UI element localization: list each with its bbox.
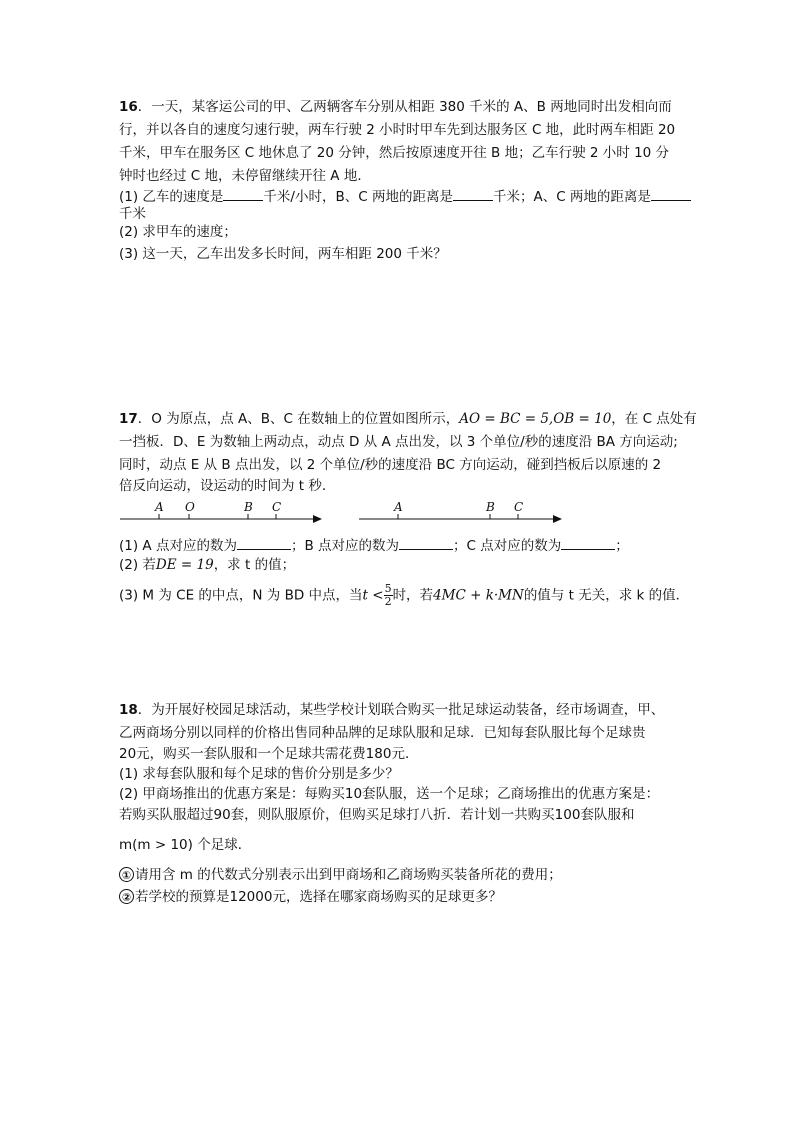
q17-line-4: 倍反向运动，设运动的时间为 t 秒． (119, 478, 336, 494)
q16-part-1 (119, 186, 691, 207)
q18-number: 18 (119, 702, 138, 718)
q16-p1-text-b: 千米/小时，B、C 两地的距离是 (263, 189, 453, 205)
q17-p3-text-c: 的值与 t 无关，求 k 的值． (523, 587, 690, 604)
q18-text-1: ．为开展好校园足球活动，某些学校计划联合购买一批足球运动装备，经市场调查，甲、 (137, 702, 665, 718)
q17-part-3 (119, 583, 689, 608)
answer-blank[interactable] (651, 186, 691, 201)
q17-line-3: 同时，动点 E 从 B 点出发，以 2 个单位/秒的速度沿 BC 方向运动，碰到挡板后以原速的 2 (119, 457, 662, 473)
q16-number: 16 (119, 99, 138, 115)
q16-text-1: ．一天，某客运公司的甲、乙两辆客车分别从相距 380 千米的 A、B 两地同时出发相向而 (137, 99, 672, 115)
q16-part-2: (2) 求甲车的速度； (119, 224, 237, 240)
q17-p2-text-a: (2) 若 (119, 557, 156, 573)
q17-number: 17 (119, 411, 138, 427)
q18-part-2-line-3: m(m > 10) 个足球． (119, 837, 252, 853)
q17-part-2 (119, 555, 295, 575)
number-line-2 (359, 500, 562, 523)
q17-line-1 (119, 409, 697, 429)
q17-p1-text-b: ；B 点对应的数为 (290, 538, 400, 554)
q17-p3-t: t < (362, 587, 384, 604)
q16-part-1-unit: 千米 (119, 206, 146, 222)
circled-number-one-icon: ① (119, 867, 134, 882)
q17-p1-text-d: ； (615, 538, 629, 554)
q17-p3-math: 4MC + k·MN (433, 587, 524, 604)
number-line-1 (120, 500, 322, 523)
q16-line-1 (119, 97, 672, 117)
q17-p2-math: DE = 19 (155, 557, 214, 573)
q16-line-2: 行，并以各自的速度匀速行驶，两车行驶 2 小时时甲车先到达服务区 C 地，此时两车相距 20 (119, 122, 676, 138)
q17-math-1: AO = BC = 5,OB = 10 (459, 411, 612, 427)
axis1-label-b: B (244, 500, 253, 514)
q18-sub-1 (119, 865, 562, 885)
answer-blank[interactable] (453, 186, 493, 201)
q18-part-1: (1) 求每套队服和每个足球的售价分别是多少？ (119, 766, 399, 782)
answer-blank[interactable] (223, 186, 263, 201)
q18-line-2: 乙两商场分别以同样的价格出售同种品牌的足球队服和足球．已知每套队服比每个足球贵 (119, 725, 646, 741)
fraction-denominator: 2 (384, 595, 392, 608)
axis1-label-c: C (272, 500, 282, 514)
answer-blank[interactable] (399, 535, 453, 550)
q16-p1-text-a: (1) 乙车的速度是 (119, 189, 224, 205)
fraction-numerator: 5 (384, 582, 392, 595)
q17-part-1 (119, 535, 629, 556)
q18-sub-2 (119, 887, 502, 907)
q18-line-1 (119, 700, 664, 720)
q16-line-3: 千米，甲车在服务区 C 地休息了 20 分钟，然后按原速度开往 B 地；乙车行驶 2 小时 10 分 (119, 145, 670, 161)
axis1-label-a: A (155, 500, 164, 514)
q17-p1-text-a: (1) A 点对应的数为 (119, 538, 237, 554)
answer-blank[interactable] (237, 535, 291, 550)
q18-part-2-line-2: 若购买队服超过90套，则队服原价，但购买足球打八折．若计划一共购买100套队服和 (119, 807, 635, 823)
axis2-label-b: B (486, 500, 495, 514)
axis1-label-o: O (185, 500, 195, 514)
q18-line-3: 20元，购买一套队服和一个足球共需花费180元． (119, 746, 419, 762)
q18-sub2-text: 若学校的预算是12000元，选择在哪家商场购买的足球更多？ (135, 889, 502, 905)
q17-text-1b: ，在 C 点处有 (611, 411, 697, 427)
q18-sub1-text: 请用含 m 的代数式分别表示出到甲商场和乙商场购买装备所花的费用； (135, 867, 562, 883)
fraction-five-halves (384, 583, 393, 608)
q16-part-3: (3) 这一天，乙车出发多长时间，两车相距 200 千米？ (119, 246, 447, 262)
q18-part-2: (2) 甲商场推出的优惠方案是：每购买10套队服，送一个足球；乙商场推出的优惠方案是： (119, 786, 660, 802)
q17-p2-text-b: ，求 t 的值； (213, 557, 296, 573)
q17-p3-text-a: (3) M 为 CE 的中点，N 为 BD 中点，当 (119, 587, 363, 604)
q16-line-4: 钟时也经过 C 地，未停留继续开往 A 地． (119, 168, 371, 184)
axis2-label-a: A (394, 500, 403, 514)
number-line-figures (0, 495, 794, 535)
q17-line-2: 一挡板．D、E 为数轴上两动点，动点 D 从 A 点出发，以 3 个单位/秒的速度沿 BA 方向运动; (119, 434, 678, 450)
q17-p3-text-b: 时，若 (392, 587, 434, 604)
circled-number-two-icon: ② (119, 889, 134, 904)
answer-blank[interactable] (561, 535, 615, 550)
q17-p1-text-c: ；C 点对应的数为 (453, 538, 562, 554)
q16-p1-text-c: 千米；A、C 两地的距离是 (492, 189, 651, 205)
axis2-label-c: C (514, 500, 524, 514)
q17-text-1a: ．O 为原点，点 A、B、C 在数轴上的位置如图所示， (137, 411, 460, 427)
